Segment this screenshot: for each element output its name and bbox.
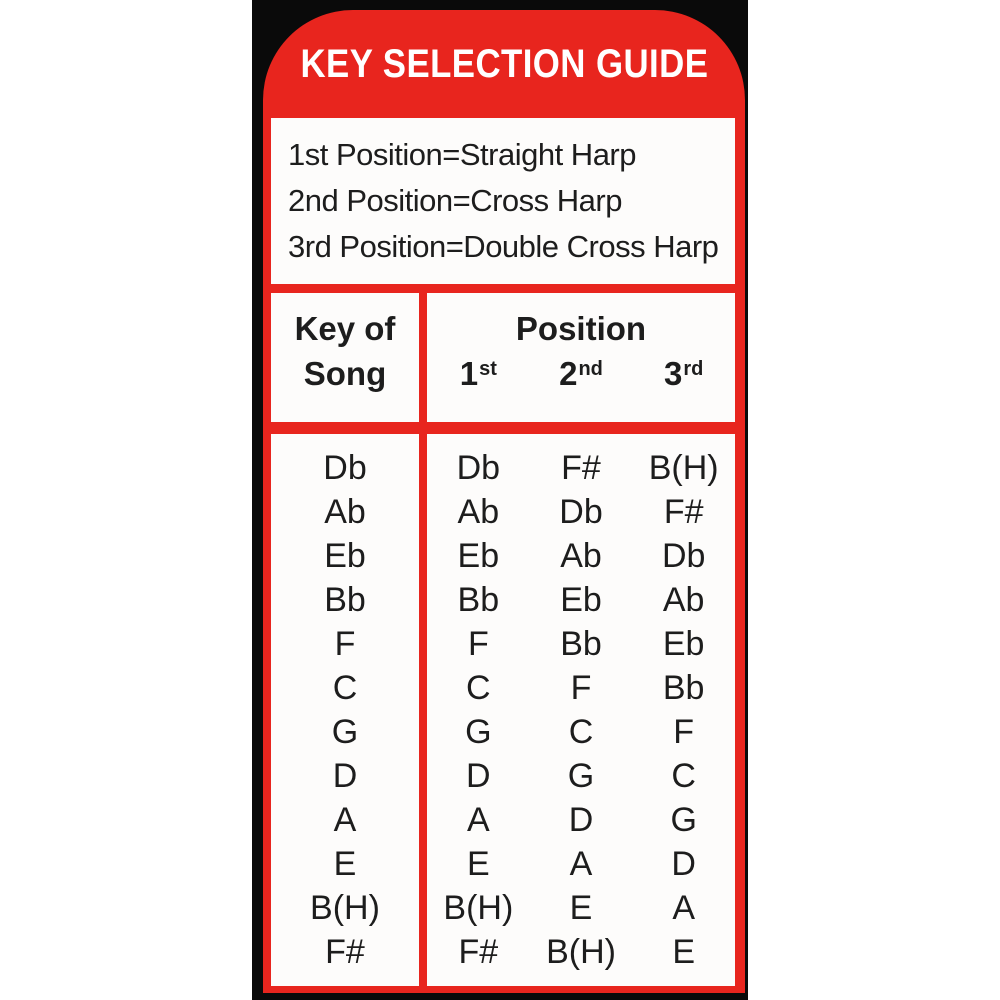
table-row bbox=[427, 798, 735, 842]
page-title: KEY SELECTION GUIDE bbox=[300, 41, 708, 86]
table-row bbox=[427, 446, 735, 490]
position-cell: Ab bbox=[457, 493, 500, 531]
table-body bbox=[271, 434, 735, 986]
position-cell: E bbox=[569, 889, 593, 927]
position-cell: D bbox=[466, 757, 491, 795]
position-cell: Bb bbox=[662, 669, 705, 707]
position-cell: Eb bbox=[560, 581, 602, 619]
position-cell: F# bbox=[458, 933, 499, 971]
position-cell: E bbox=[466, 845, 490, 883]
table-row bbox=[427, 710, 735, 754]
position-cell: Eb bbox=[457, 537, 500, 575]
position-cell: Db bbox=[661, 537, 706, 575]
table-row bbox=[427, 842, 735, 886]
position-cell: C bbox=[671, 757, 696, 795]
position-cell: D bbox=[671, 845, 696, 883]
table-row bbox=[427, 930, 735, 974]
position-cell: D bbox=[568, 801, 594, 839]
key-cell: F bbox=[334, 625, 356, 663]
position-cell: E bbox=[672, 933, 696, 971]
photo-background bbox=[252, 0, 748, 1000]
key-of-song-header-line2: Song bbox=[303, 355, 387, 392]
position-cell: Bb bbox=[560, 625, 602, 663]
position-cell: B(H) bbox=[443, 889, 514, 927]
position-cell: B(H) bbox=[546, 933, 616, 971]
position-cell: F bbox=[467, 625, 489, 663]
key-selection-guide-card bbox=[263, 10, 745, 993]
key-of-song-column bbox=[271, 434, 419, 986]
ordinal-suffix: nd bbox=[578, 358, 603, 380]
key-cell: G bbox=[331, 713, 359, 751]
position-cell: C bbox=[466, 669, 491, 707]
position-cell: B(H) bbox=[648, 449, 719, 487]
position-cell: Bb bbox=[457, 581, 500, 619]
position-cell: Eb bbox=[662, 625, 705, 663]
key-cell: A bbox=[333, 801, 357, 839]
position-cell: Db bbox=[456, 449, 501, 487]
position-cell: A bbox=[466, 801, 490, 839]
table-row bbox=[427, 534, 735, 578]
key-cell: B(H) bbox=[310, 889, 380, 927]
table-row bbox=[427, 622, 735, 666]
ordinal-suffix: st bbox=[479, 358, 497, 380]
position-cell: G bbox=[670, 801, 697, 839]
positions-column-group bbox=[427, 434, 735, 986]
position-cell: Db bbox=[559, 493, 603, 531]
table-row bbox=[427, 666, 735, 710]
position-cell: Ab bbox=[560, 537, 602, 575]
position-legend-box bbox=[271, 118, 735, 284]
position-cell: F bbox=[673, 713, 695, 751]
subheader-3rd: 3rd bbox=[664, 355, 704, 392]
position-cell: C bbox=[568, 713, 594, 751]
legend-line-3rd-position: 3rd Position=Double Cross Harp bbox=[288, 229, 719, 264]
subheader-1st: 1st bbox=[459, 355, 497, 392]
position-cell: F# bbox=[663, 493, 704, 531]
position-subheaders bbox=[427, 351, 735, 402]
key-cell: C bbox=[332, 669, 358, 707]
position-cell: Ab bbox=[662, 581, 705, 619]
position-cell: F bbox=[570, 669, 592, 707]
position-header-label: Position bbox=[515, 310, 647, 347]
subheader-2nd: 2nd bbox=[559, 355, 603, 392]
key-cell: Eb bbox=[324, 537, 366, 575]
position-cell: G bbox=[567, 757, 595, 795]
legend-line-1st-position: 1st Position=Straight Harp bbox=[288, 137, 636, 172]
position-cell: A bbox=[569, 845, 593, 883]
key-of-song-header bbox=[271, 293, 419, 422]
legend-line-2nd-position: 2nd Position=Cross Harp bbox=[288, 183, 622, 218]
table-row bbox=[427, 886, 735, 930]
position-header-cell bbox=[427, 293, 735, 422]
position-cell: G bbox=[465, 713, 492, 751]
key-cell: D bbox=[332, 757, 358, 795]
table-header-row bbox=[271, 293, 735, 422]
key-cell: Ab bbox=[324, 493, 366, 531]
key-cell: Bb bbox=[324, 581, 366, 619]
key-cell: E bbox=[333, 845, 357, 883]
position-cell: A bbox=[672, 889, 696, 927]
key-cell: F# bbox=[325, 933, 365, 971]
position-cell: F# bbox=[561, 449, 601, 487]
key-of-song-header-line1: Key of bbox=[294, 310, 396, 347]
table-row bbox=[427, 490, 735, 534]
key-cell: Db bbox=[323, 449, 367, 487]
table-row bbox=[427, 754, 735, 798]
card-header bbox=[263, 10, 745, 118]
ordinal-suffix: rd bbox=[683, 358, 704, 380]
table-row bbox=[427, 578, 735, 622]
